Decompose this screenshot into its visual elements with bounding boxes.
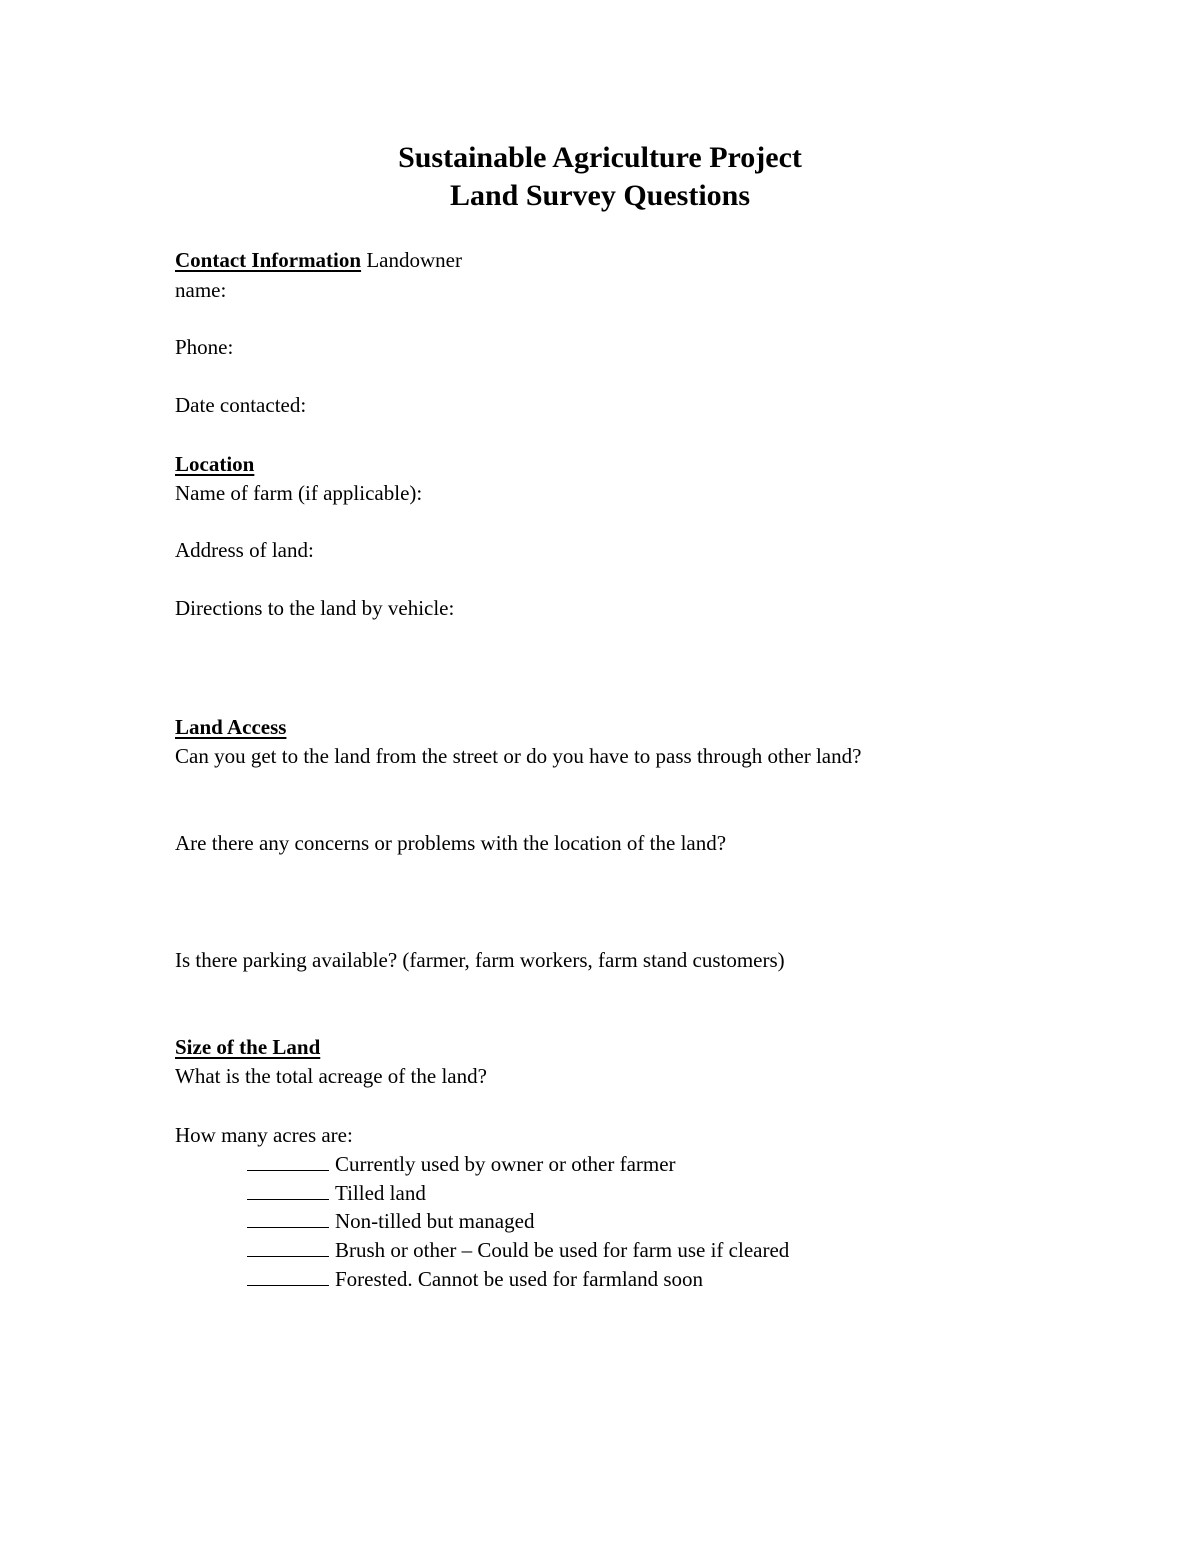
acre-blank-line[interactable] [247, 1236, 329, 1257]
landowner-name-label: name: [175, 278, 227, 302]
location-heading: Location [175, 452, 255, 476]
land-access-question-3: Is there parking available? (farmer, farm workers, farm stand customers) [175, 948, 785, 972]
document-title-line2: Land Survey Questions [449, 179, 751, 212]
acre-item-label: Non-tilled but managed [335, 1209, 535, 1233]
acre-item-row [247, 1150, 676, 1178]
contact-section-row [175, 246, 462, 274]
acre-item-label: Currently used by owner or other farmer [335, 1152, 676, 1176]
farm-name-label: Name of farm (if applicable): [175, 481, 423, 505]
acre-item-label: Forested. Cannot be used for farmland soon [335, 1267, 704, 1291]
acres-breakdown-question: How many acres are: [175, 1123, 353, 1147]
acre-item-row [247, 1236, 789, 1264]
document-title-line1: Sustainable Agriculture Project [398, 141, 802, 174]
date-contacted-label: Date contacted: [175, 393, 307, 417]
size-of-land-heading: Size of the Land [175, 1035, 321, 1059]
contact-information-heading: Contact Information [175, 248, 362, 272]
acre-item-row [247, 1207, 534, 1235]
land-access-question-2: Are there any concerns or problems with the location of the land? [175, 831, 727, 855]
directions-label: Directions to the land by vehicle: [175, 596, 455, 620]
address-label: Address of land: [175, 538, 314, 562]
phone-label: Phone: [175, 335, 234, 359]
location-heading-row [175, 450, 254, 478]
landowner-label: Landowner [366, 248, 462, 272]
acre-item-label: Brush or other – Could be used for farm use if cleared [335, 1238, 790, 1262]
acre-item-row [247, 1179, 426, 1207]
land-access-heading-row [175, 713, 286, 741]
acre-blank-line[interactable] [247, 1265, 329, 1286]
size-heading-row [175, 1033, 320, 1061]
acre-blank-line[interactable] [247, 1179, 329, 1200]
acre-blank-line[interactable] [247, 1150, 329, 1171]
land-access-heading: Land Access [175, 715, 287, 739]
acre-item-row [247, 1265, 703, 1293]
acre-item-label: Tilled land [335, 1181, 426, 1205]
acre-blank-line[interactable] [247, 1207, 329, 1228]
land-access-question-1: Can you get to the land from the street or do you have to pass through other land? [175, 744, 862, 768]
total-acreage-question: What is the total acreage of the land? [175, 1064, 487, 1088]
